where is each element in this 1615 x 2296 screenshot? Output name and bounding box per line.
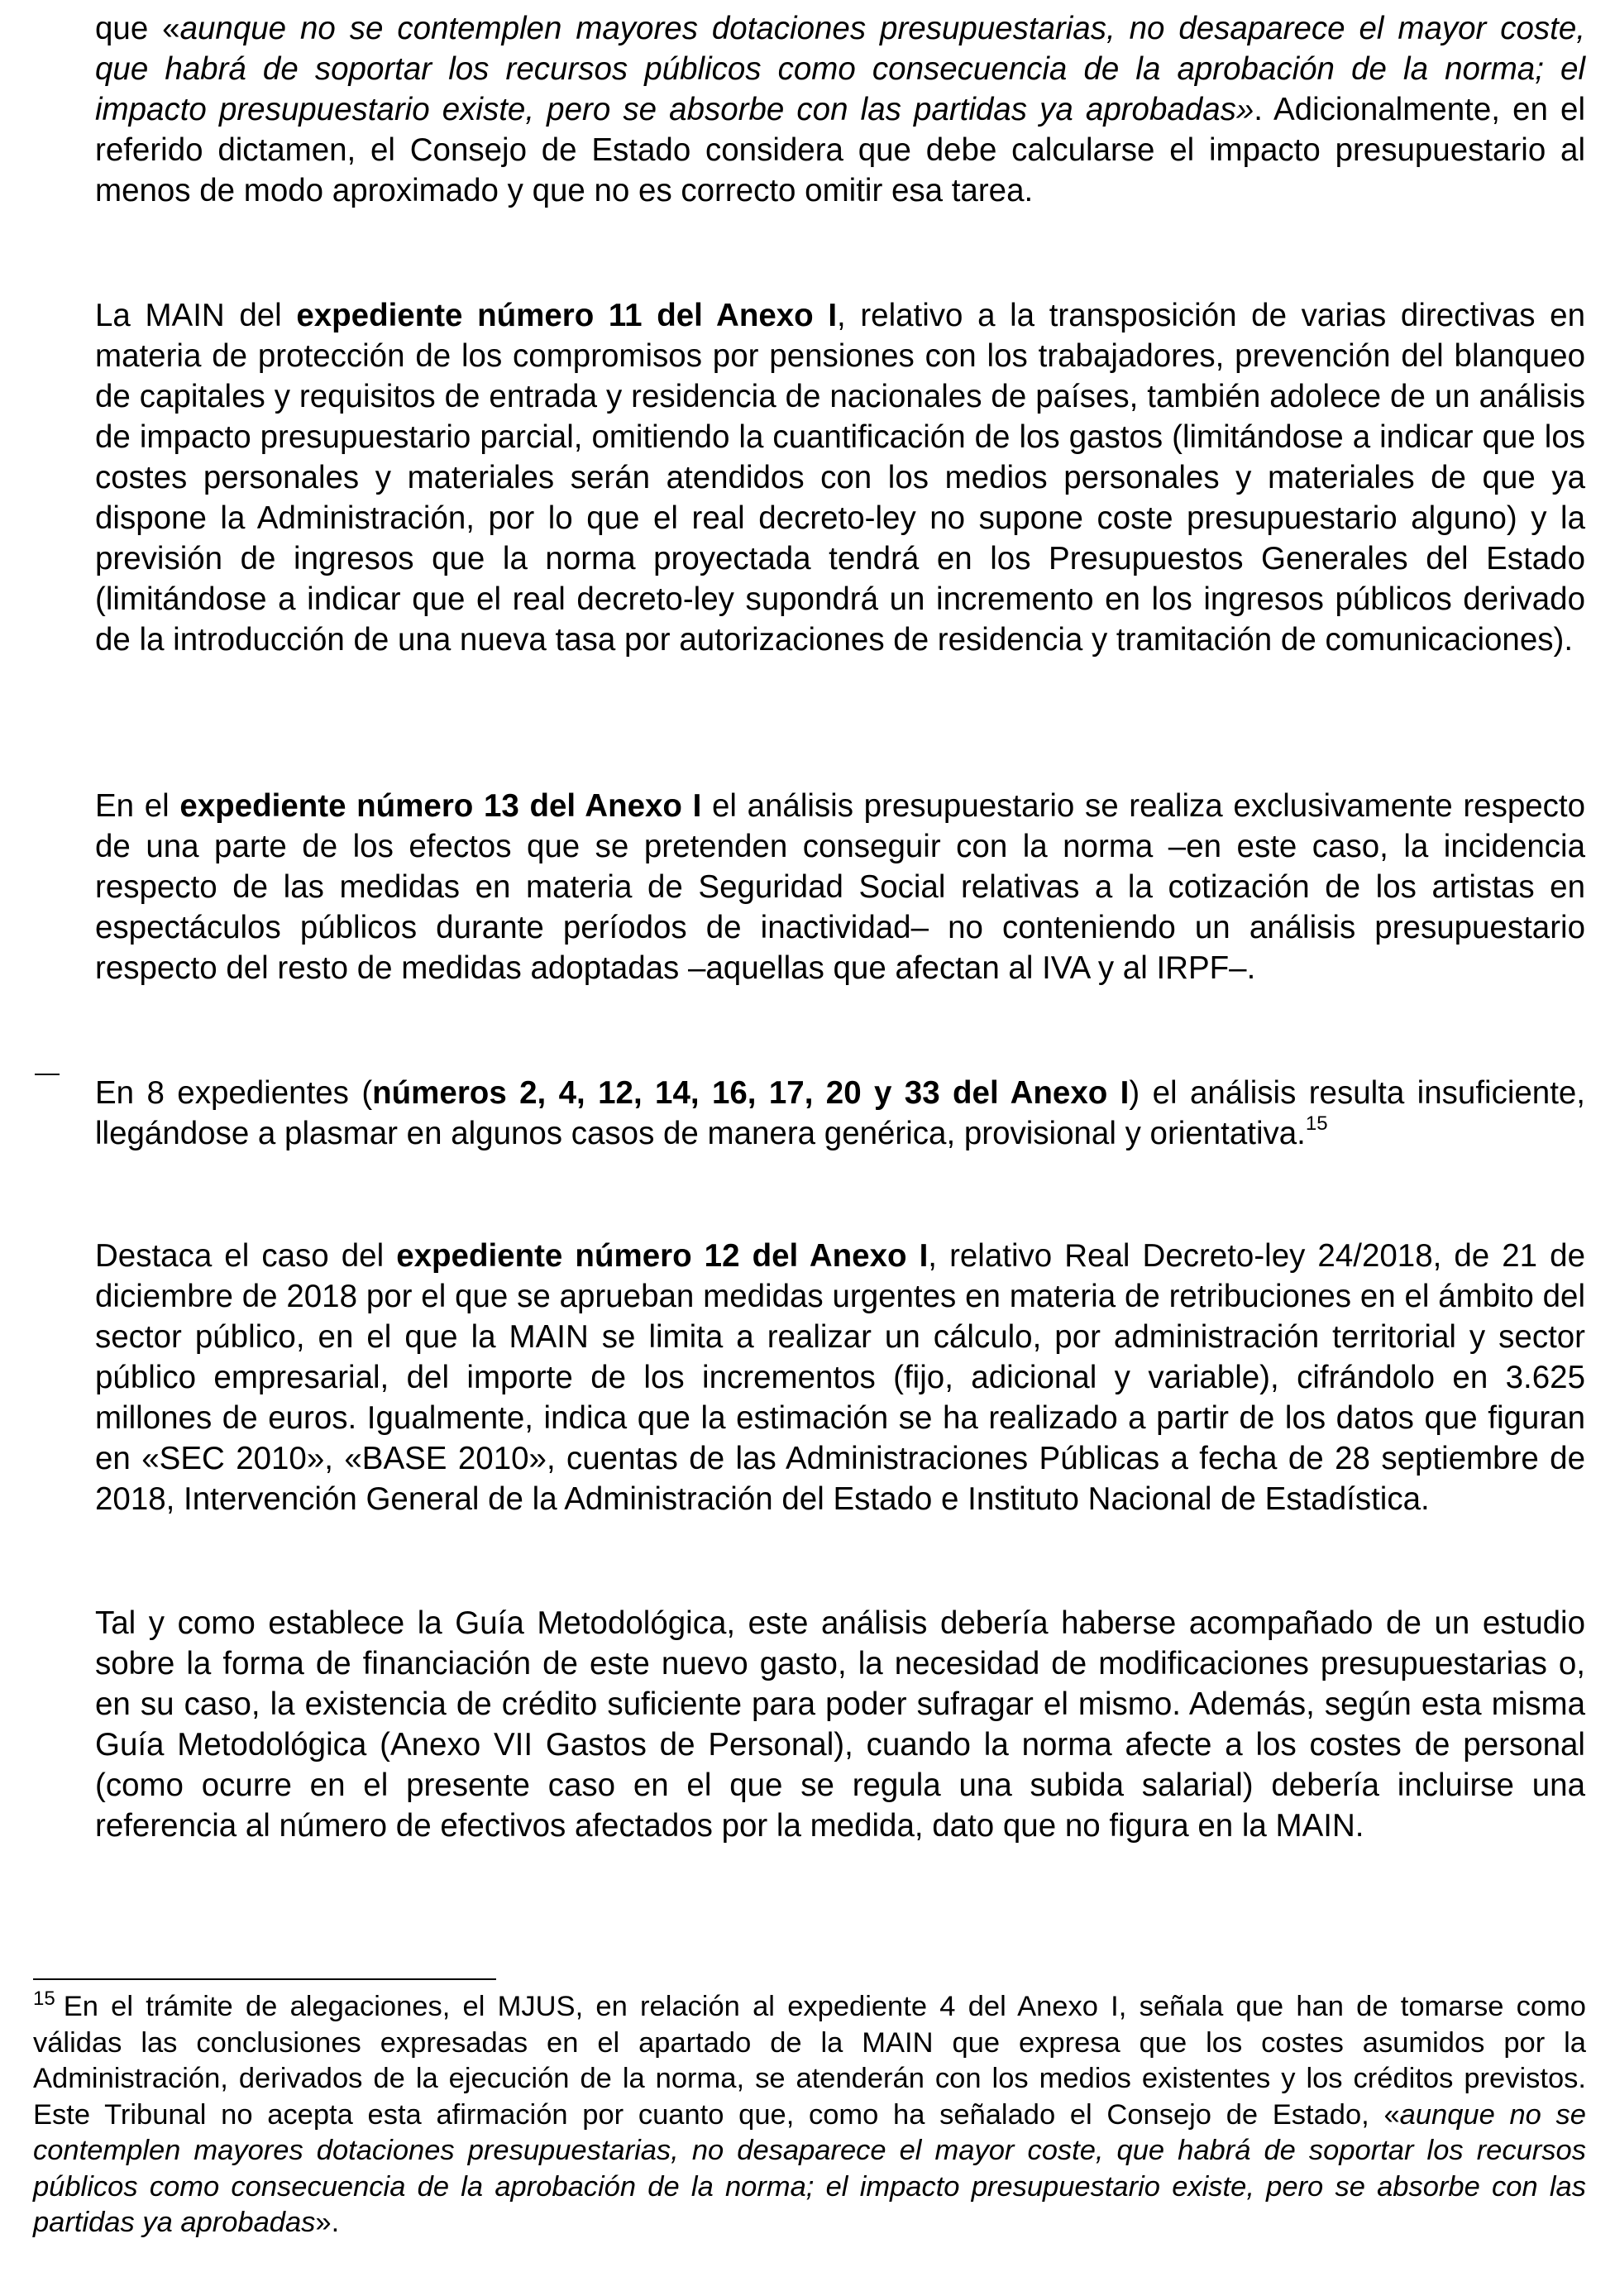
footnote-reference: 15 <box>1305 1112 1328 1135</box>
paragraph-5-expediente-12 <box>95 1236 1585 1519</box>
text-run: . Adicionalmente, en el referido dictamen, el Consejo de Estado considera que debe calcularse el impacto presupuestario al menos de modo aproximado y que no es correcto omitir esa tarea. <box>95 92 1585 208</box>
text-run: ) el análisis resulta insuficiente, llegándose a plasmar en algunos casos de manera genérica, provisional y orientativa. <box>95 1075 1585 1151</box>
text-run: La MAIN del <box>95 298 297 333</box>
text-run: En 8 expedientes ( <box>95 1075 373 1111</box>
footnote-separator <box>33 1978 496 1980</box>
text-run: Tal y como establece la Guía Metodológica, este análisis debería haberse acompañado de un estudio sobre la forma de financiación de este nuevo gasto, la necesidad de modificaciones presupuestarias o, en su caso, la existencia de crédito suficiente para poder sufragar el mismo. Además, según esta misma Guía Metodológica (Anexo VII Gastos de Personal), cuando la norma afecte a los costes de personal (como ocurre en el presente caso en el que se regula una subida salarial) debería incluirse una referencia al número de efectivos afectados por la medida, dato que no figura en la MAIN. <box>95 1605 1585 1844</box>
paragraph-3-expediente-13 <box>95 786 1585 988</box>
text-run: que « <box>95 11 180 46</box>
quoted-italic-text: aunque no se contemplen mayores dotaciones presupuestarias, no desaparece el mayor coste, que habrá de soportar los recursos públicos como consecuencia de la aprobación de la norma; el impacto presupuestario existe, pero se absorbe con las partidas ya aprobadas <box>33 2098 1586 2238</box>
paragraph-2-expediente-11 <box>95 295 1585 660</box>
paragraph-1 <box>95 8 1585 211</box>
text-run: En el <box>95 788 180 824</box>
paragraph-6-guia-metodologica <box>95 1603 1585 1846</box>
text-run: , relativo Real Decreto-ley 24/2018, de 21 de diciembre de 2018 por el que se aprueban medidas urgentes en materia de retribuciones en el ámbito del sector público, en el que la MAIN se limita a realizar un cálculo, por administración territorial y sector público empresarial, del importe de los incrementos (fijo, adicional y variable), cifrándolo en 3.625 millones de euros. Igualmente, indica que la estimación se ha realizado a partir de los datos que figuran en «SEC 2010», «BASE 2010», cuentas de las Administraciones Públicas a fecha de 28 septiembre de 2018, Intervención General de la Administración del Estado e Instituto Nacional de Estadística. <box>95 1238 1585 1517</box>
footnote-15 <box>33 1989 1586 2241</box>
bold-text: números 2, 4, 12, 14, 16, 17, 20 y 33 del Anexo I <box>372 1075 1130 1111</box>
quoted-italic-text: aunque no se contemplen mayores dotaciones presupuestarias, no desaparece el mayor coste, que habrá de soportar los recursos públicos como consecuencia de la aprobación de la norma; el impacto presupuestario existe, pero se absorbe con las partidas ya aprobadas» <box>95 11 1585 127</box>
paragraph-4-bullet-8-expedientes <box>95 1073 1585 1154</box>
bold-text: expediente número 11 del Anexo I <box>296 298 838 333</box>
text-run: el análisis presupuestario se realiza exclusivamente respecto de una parte de los efectos que se pretenden conseguir con la norma –en este caso, la incidencia respecto de las medidas en materia de Seguridad Social relativas a la cotización de los artistas en espectáculos públicos durante períodos de inactividad– no conteniendo un análisis presupuestario respecto del resto de medidas adoptadas –aquellas que afectan al IVA y al IRPF–. <box>95 788 1586 986</box>
text-run: En el trámite de alegaciones, el MJUS, en relación al expediente 4 del Anexo I, señala que han de tomarse como válidas las conclusiones expresadas en el apartado de la MAIN que expresa que los costes asumidos por la Administración, derivados de la ejecución de la norma, se atenderán con los medios existentes y los créditos previstos. Este Tribunal no acepta esta afirmación por cuanto que, como ha señalado el Consejo de Estado, « <box>33 1991 1586 2131</box>
text-run: Destaca el caso del <box>95 1238 397 1274</box>
text-run: , relativo a la transposición de varias directivas en materia de protección de los compromisos por pensiones con los trabajadores, prevención del blanqueo de capitales y requisitos de entrada y residencia de nacionales de países, también adolece de un análisis de impacto presupuestario parcial, omitiendo la cuantificación de los gastos (limitándose a indicar que los costes personales y materiales serán atendidos con los medios personales y materiales de que ya dispone la Administración, por lo que el real decreto-ley no supone coste presupuestario alguno) y la previsión de ingresos que la norma proyectada tendrá en los Presupuestos Generales del Estado (limitándose a indicar que el real decreto-ley supondrá un incremento en los ingresos públicos derivado de la introducción de una nueva tasa por autorizaciones de residencia y tramitación de comunicaciones). <box>95 298 1585 658</box>
bold-text: expediente número 13 del Anexo I <box>179 788 702 824</box>
bullet-dash <box>35 1074 60 1075</box>
footnote-mark: 15 <box>33 1987 55 2010</box>
text-run: ». <box>315 2207 340 2238</box>
footnote-text <box>33 1991 1586 2238</box>
bold-text: expediente número 12 del Anexo I <box>396 1238 929 1274</box>
